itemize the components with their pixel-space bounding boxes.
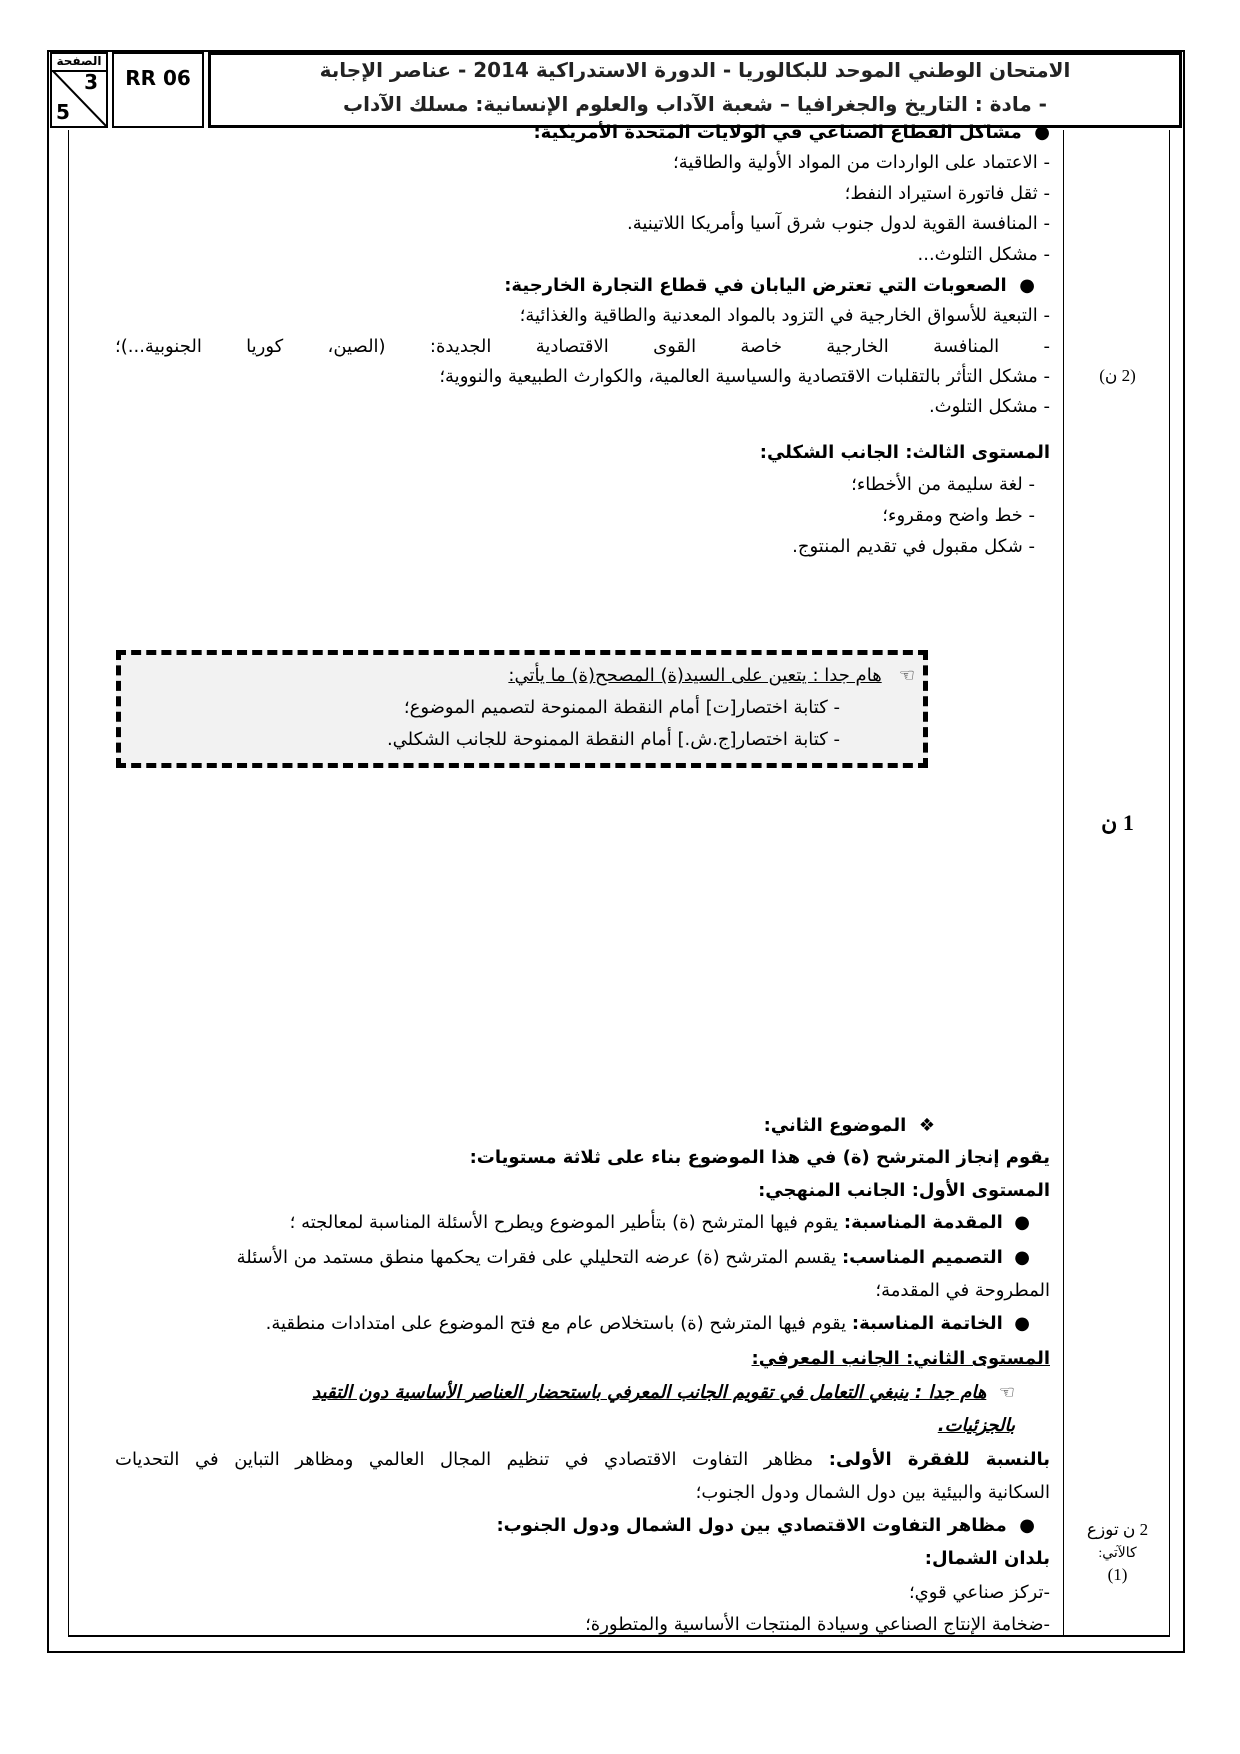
list-item: ● المقدمة المناسبة: يقوم فيها المترشح (ة) بتأطير الموضوع ويطرح الأسئلة المناسبة لمعالجته ؛ [289,1212,1030,1233]
bullet-icon: ● [1034,122,1050,143]
topic-2-intro: يقوم إنجاز المترشح (ة) في هذا الموضوع بناء على ثلاثة مستويات: [469,1147,1050,1168]
list-item: -تركز صناعي قوي؛ [908,1582,1050,1603]
heading-usa-industry: ● مشاكل القطاع الصناعي في الولايات المتحدة الأمريكية: [533,122,1050,143]
heading-topic-2: ❖ الموضوع الثاني: [763,1115,935,1136]
list-item: - خط واضح ومقروء؛ [882,505,1035,526]
page-number-box [50,52,108,128]
list-item: - المنافسة القوية لدول جنوب شرق آسيا وأمريكا اللاتينية. [626,213,1050,234]
list-item: -ضخامة الإنتاج الصناعي وسيادة المنتجات الأساسية والمتطورة؛ [585,1614,1050,1635]
list-item: - مشكل التلوث... [917,244,1050,265]
score-distribution: 2 ن توزع [1086,1520,1149,1539]
pointing-hand-icon: ☜ [898,665,915,686]
score-column-divider [1063,130,1064,1635]
note-item: - كتابة اختصار[ج.ش.] أمام النقطة الممنوحة للجانب الشكلي. [386,729,840,750]
exam-code: RR 06 [112,52,204,128]
list-item-continued: المطروحة في المقدمة؛ [875,1280,1050,1301]
score-sub-point: (1) [1107,1565,1128,1584]
bullet-icon: ● [1019,275,1035,296]
heading-level-1: المستوى الأول: الجانب المنهجي: [758,1180,1050,1201]
paragraph-1-intro: بالنسبة للفقرة الأولى: مظاهر التفاوت الاقتصادي في تنظيم المجال العالمي ومظاهر التباين في التحديات [115,1449,1050,1470]
exam-title: الامتحان الوطني الموحد للبكالوريا - الدورة الاستدراكية 2014 - عناصر الإجابة [319,58,1071,82]
score-distribution-label: كالآتي: [1098,1546,1137,1561]
exam-subtitle: - مادة : التاريخ والجغرافيا – شعبة الآداب والعلوم الإنسانية: مسلك الآداب [343,92,1047,116]
list-item: - شكل مقبول في تقديم المنتوج. [792,536,1035,557]
list-item: - مشكل التلوث. [928,396,1050,417]
list-item: ● التصميم المناسب: يقسم المترشح (ة) عرضه التحليلي على فقرات يحكمها منطق مستمد من الأسئلة [236,1247,1030,1268]
score-2-points: (2 ن) [1099,366,1136,385]
score-1-point: 1 ن [1101,810,1134,835]
heading-north-countries: بلدان الشمال: [924,1548,1050,1569]
pointing-hand-icon: ☜ [998,1382,1015,1403]
list-item: - ثقل فاتورة استيراد النفط؛ [844,183,1050,204]
diamond-bullet-icon: ❖ [918,1115,935,1136]
list-item: - المنافسة الخارجية خاصة القوى الاقتصادية الجديدة: (الصين، كوريا الجنوبية...)؛ [115,336,1050,357]
page-total: 5 [56,100,70,124]
paragraph-1-continued: السكانية والبيئية بين دول الشمال ودول الجنوب؛ [695,1482,1050,1503]
heading-level-2: المستوى الثاني: الجانب المعرفي: [751,1348,1050,1369]
list-item: - مشكل التأثر بالتقلبات الاقتصادية والسياسية العالمية، والكوارث الطبيعية والنووية؛ [439,366,1050,387]
heading-economic-disparity: ● مظاهر التفاوت الاقتصادي بين دول الشمال ودول الجنوب: [496,1515,1035,1536]
list-item: - لغة سليمة من الأخطاء؛ [851,474,1035,495]
note-item: - كتابة اختصار[ت] أمام النقطة الممنوحة لتصميم الموضوع؛ [403,697,840,718]
list-item: - الاعتماد على الواردات من المواد الأولية والطاقية؛ [673,152,1050,173]
list-item: ● الخاتمة المناسبة: يقوم فيها المترشح (ة) باستخلاص عام مع فتح الموضوع على امتدادات منطقية. [265,1313,1030,1334]
list-item: - التبعية للأسواق الخارجية في التزود بالمواد المعدنية والطاقية والغذائية؛ [519,305,1050,326]
page-label: الصفحة [52,54,106,72]
heading-level-3: المستوى الثالث: الجانب الشكلي: [759,442,1050,463]
note-heading: ☜ هام جدا : يتعين على السيد(ة) المصحح(ة) ما يأتي: [508,665,915,686]
heading-japan-trade: ● الصعوبات التي تعترض اليابان في قطاع التجارة الخارجية: [504,275,1035,296]
page-number: 3 [84,70,98,94]
important-note: ☜ هام جدا : ينبغي التعامل في تقويم الجانب المعرفي باستحضار العناصر الأساسية دون التقيد [312,1382,1015,1403]
important-note-continued: بالجزئيات. [937,1415,1015,1436]
